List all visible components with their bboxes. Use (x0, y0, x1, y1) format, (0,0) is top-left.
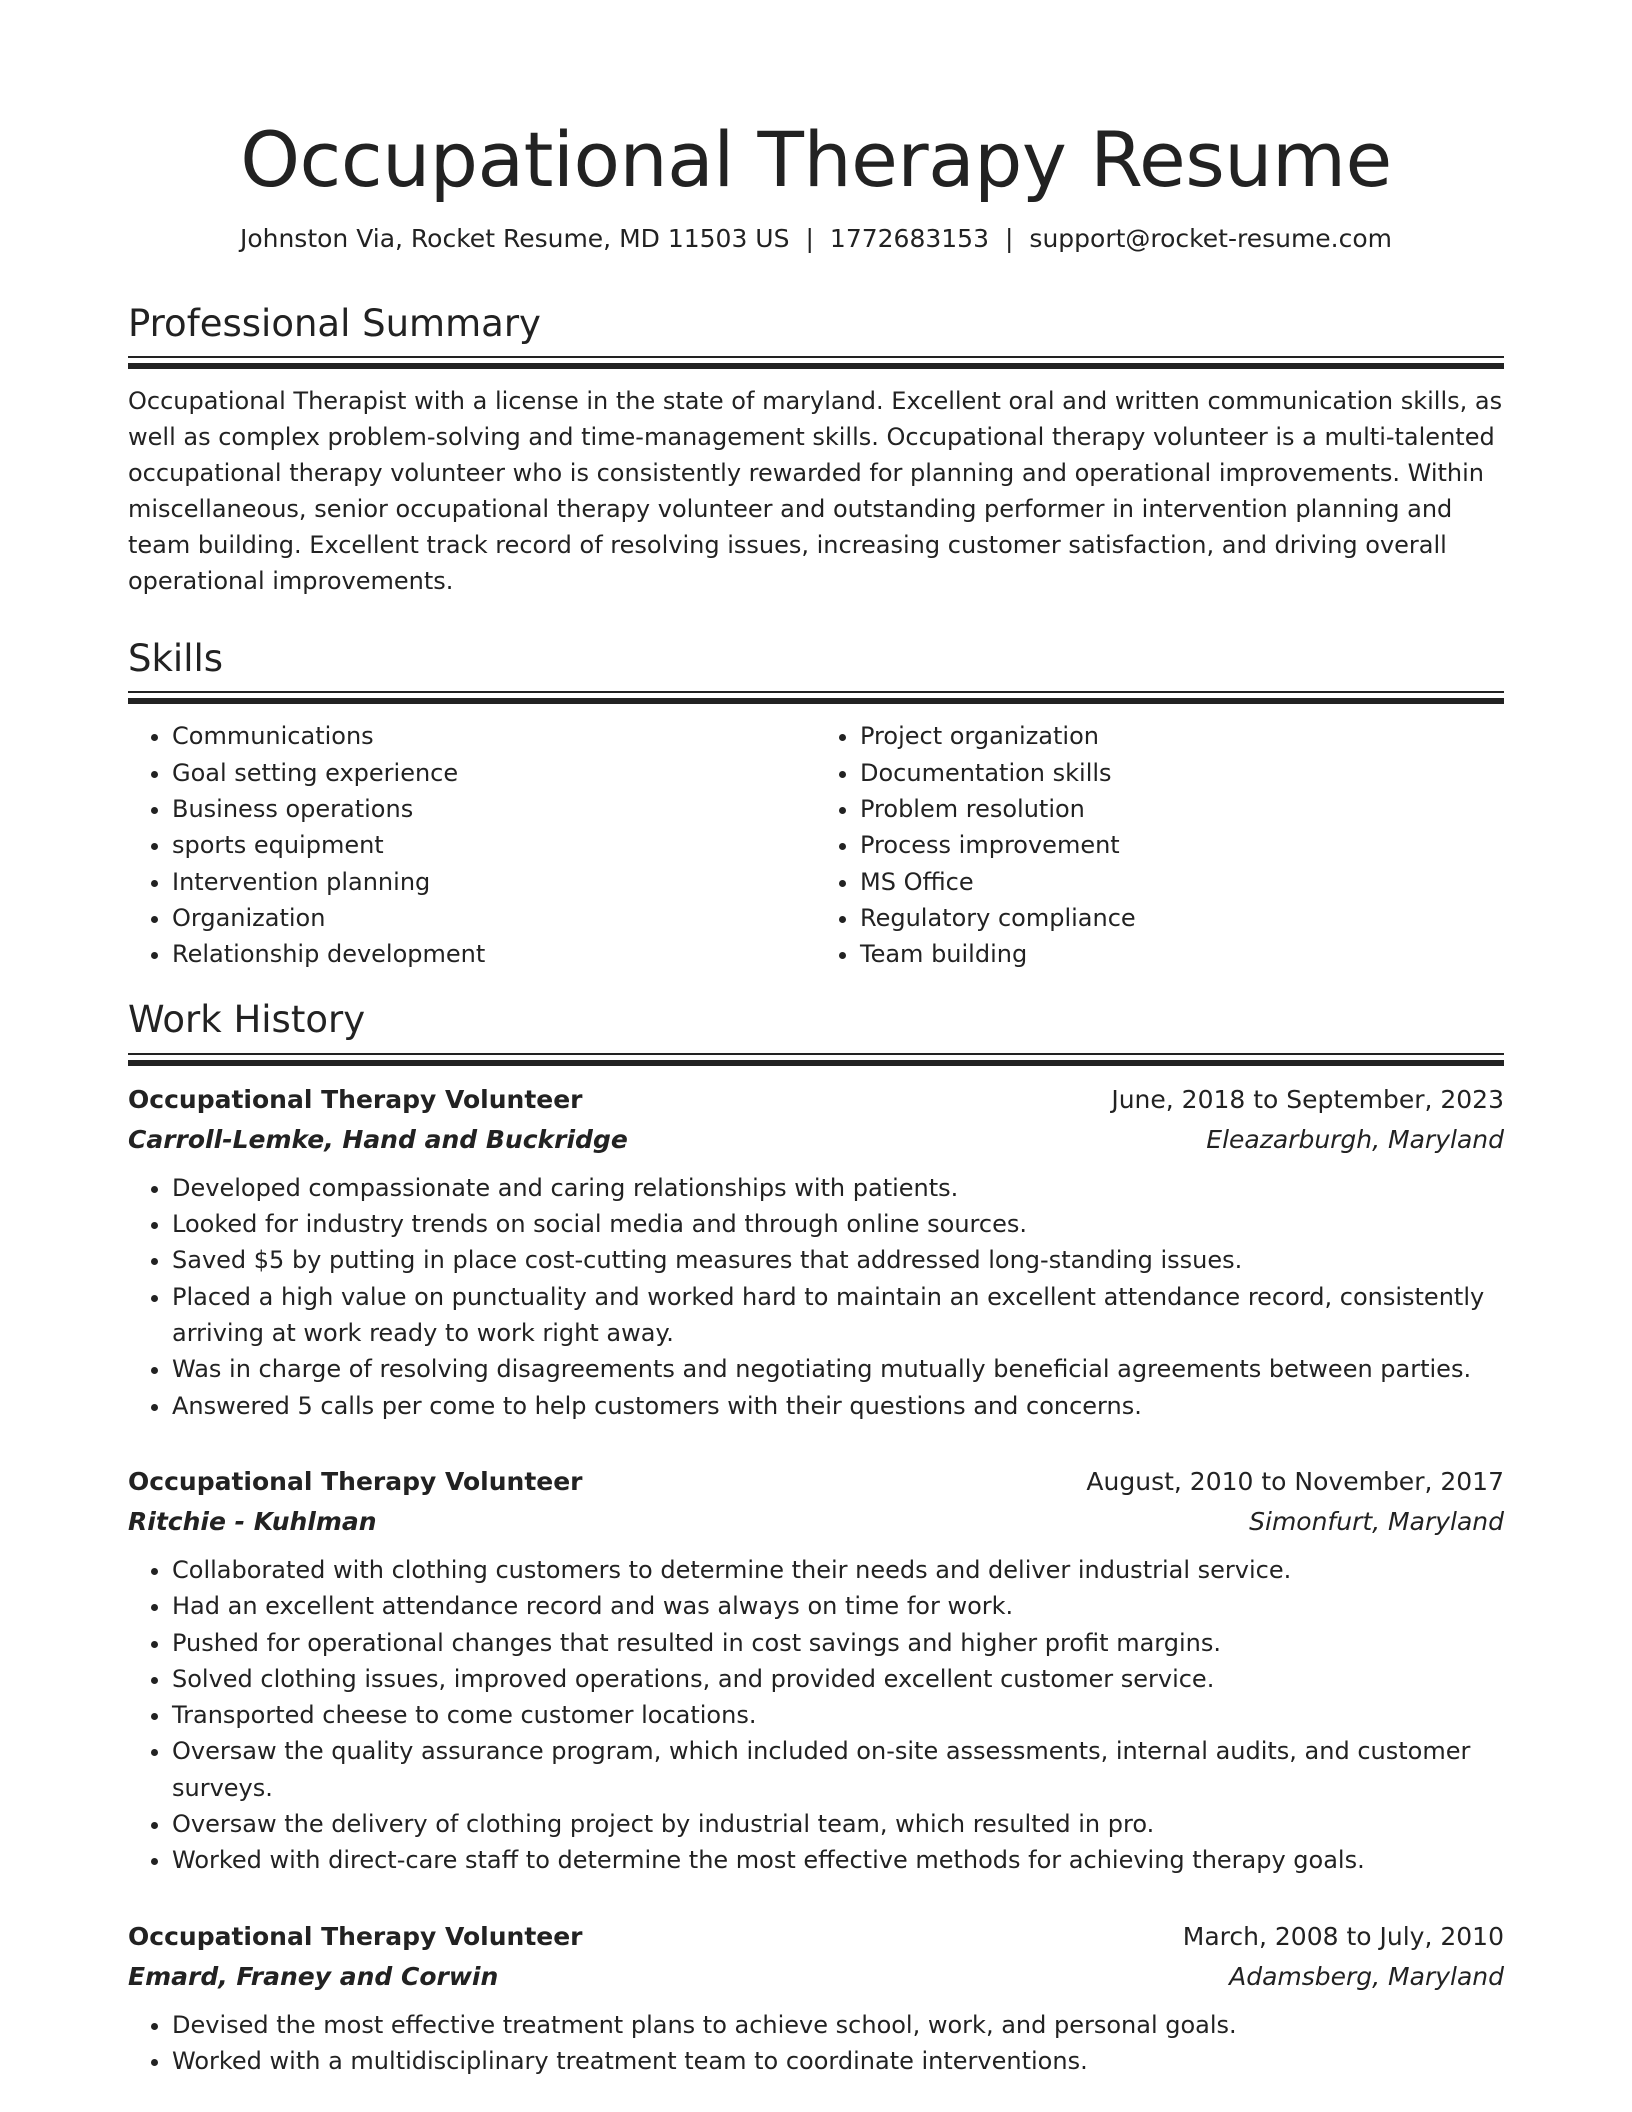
skill-item: • Documentation skills (860, 755, 1504, 791)
skills-column-left (128, 718, 816, 972)
job-bullet-list (128, 1170, 1504, 1424)
job-company-row (128, 1957, 1504, 1997)
job-bullet: • Had an excellent attendance record and was always on time for work. (172, 1588, 1504, 1624)
job-bullet: • Oversaw the quality assurance program, which included on-site assessments, internal audits, and customer surveys. (172, 1733, 1504, 1806)
contact-email: support@rocket-resume.com (1029, 223, 1393, 253)
job-title: Occupational Therapy Volunteer (128, 1921, 583, 1951)
job-company: Emard, Franey and Corwin (128, 1961, 499, 1991)
skill-item: • Goal setting experience (172, 755, 816, 791)
skill-item: • Communications (172, 718, 816, 754)
skill-item: • Business operations (172, 791, 816, 827)
skills-grid (128, 718, 1504, 972)
section-heading-work: Work History (128, 998, 366, 1042)
section-divider (128, 691, 1504, 704)
skill-item: • Team building (860, 936, 1504, 972)
job-header-row (128, 1917, 1504, 1957)
skill-item: • Relationship development (172, 936, 816, 972)
job-company-row (128, 1120, 1504, 1160)
job-location: Adamsberg, Maryland (1229, 1961, 1504, 1991)
job-entry (128, 1462, 1504, 1879)
job-entry (128, 1917, 1504, 2080)
job-bullet: • Worked with a multidisciplinary treatment team to coordinate interventions. (172, 2043, 1504, 2079)
skills-section (128, 637, 1504, 972)
job-bullet: • Answered 5 calls per come to help customers with their questions and concerns. (172, 1388, 1504, 1424)
job-bullet: • Transported cheese to come customer locations. (172, 1697, 1504, 1733)
skill-item: • Organization (172, 900, 816, 936)
section-divider (128, 356, 1504, 369)
professional-summary-section (128, 302, 1504, 599)
section-divider (128, 1053, 1504, 1066)
job-bullet: • Saved $5 by putting in place cost-cutting measures that addressed long-standing issues. (172, 1242, 1504, 1278)
job-company-row (128, 1502, 1504, 1542)
section-heading-skills: Skills (128, 636, 224, 680)
work-history-section (128, 998, 1504, 2079)
summary-text: Occupational Therapist with a license in the state of maryland. Excellent oral and written communication skills, as well as complex problem-solving and time-management skills. Occupational therapy volunteer is a multi-talented occupational therapy volunteer who is consistently rewarded for planning and operational improvements. Within miscellaneous, senior occupational therapy volunteer and outstanding performer in intervention planning and team building. Excellent track record of resolving issues, increasing customer satisfaction, and driving overall operational improvements. (128, 386, 1503, 595)
job-dates: August, 2010 to November, 2017 (1086, 1466, 1504, 1496)
job-bullet: • Looked for industry trends on social media and through online sources. (172, 1206, 1504, 1242)
contact-phone: 1772683153 (829, 223, 989, 253)
contact-address: Johnston Via, Rocket Resume, MD 11503 US (239, 223, 790, 253)
skill-item: • Intervention planning (172, 864, 816, 900)
contact-separator: | (805, 223, 814, 253)
job-bullet-list (128, 1552, 1504, 1879)
job-dates: June, 2018 to September, 2023 (1111, 1084, 1504, 1114)
skill-item: • Process improvement (860, 827, 1504, 863)
job-company: Ritchie - Kuhlman (128, 1506, 377, 1536)
skill-item: • Problem resolution (860, 791, 1504, 827)
job-company: Carroll-Lemke, Hand and Buckridge (128, 1124, 628, 1154)
job-bullet: • Devised the most effective treatment plans to achieve school, work, and personal goals. (172, 2007, 1504, 2043)
skill-item: • sports equipment (172, 827, 816, 863)
job-bullet: • Oversaw the delivery of clothing project by industrial team, which resulted in pro. (172, 1806, 1504, 1842)
job-bullet: • Solved clothing issues, improved operations, and provided excellent customer service. (172, 1661, 1504, 1697)
job-bullet: • Collaborated with clothing customers to determine their needs and deliver industrial service. (172, 1552, 1504, 1588)
resume-title: Occupational Therapy Resume (240, 115, 1392, 204)
contact-separator: | (1004, 223, 1014, 253)
job-location: Eleazarburgh, Maryland (1206, 1124, 1504, 1154)
job-header-row (128, 1080, 1504, 1120)
skill-item: • Regulatory compliance (860, 900, 1504, 936)
job-title: Occupational Therapy Volunteer (128, 1084, 583, 1114)
skills-column-right (816, 718, 1504, 972)
job-title: Occupational Therapy Volunteer (128, 1466, 583, 1496)
job-entry (128, 1080, 1504, 1424)
job-bullet: • Worked with direct-care staff to determine the most effective methods for achieving therapy goals. (172, 1842, 1504, 1878)
job-bullet: • Developed compassionate and caring relationships with patients. (172, 1170, 1504, 1206)
skill-item: • MS Office (860, 864, 1504, 900)
job-location: Simonfurt, Maryland (1249, 1506, 1504, 1536)
job-bullet: • Pushed for operational changes that resulted in cost savings and higher profit margins. (172, 1625, 1504, 1661)
job-header-row (128, 1462, 1504, 1502)
contact-line (128, 224, 1504, 254)
section-heading-summary: Professional Summary (128, 301, 541, 345)
job-dates: March, 2008 to July, 2010 (1182, 1921, 1504, 1951)
job-bullet-list (128, 2007, 1504, 2080)
job-bullet: • Placed a high value on punctuality and worked hard to maintain an excellent attendance record, consistently arriving at work ready to work right away. (172, 1279, 1504, 1352)
skill-item: • Project organization (860, 718, 1504, 754)
job-bullet: • Was in charge of resolving disagreements and negotiating mutually beneficial agreements between parties. (172, 1351, 1504, 1387)
job-list (128, 1080, 1504, 2079)
